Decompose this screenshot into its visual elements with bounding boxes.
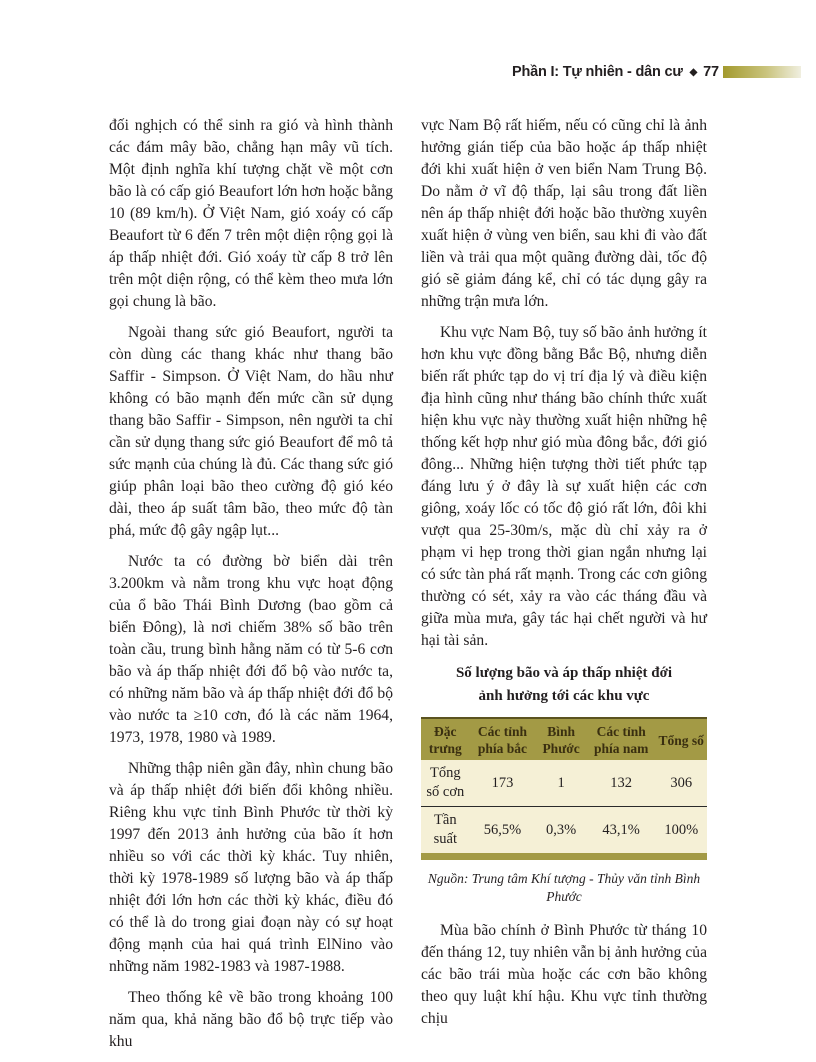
column-header: Tổng số: [655, 718, 707, 760]
page-number: 77: [703, 64, 719, 80]
table-title-line: Số lượng bão và áp thấp nhiệt đới: [455, 665, 673, 681]
paragraph: Nước ta có đường bờ biển dài trên 3.200km và nằm trong khu vực hoạt động của ổ bão Thái Bình Dương (bao gồm cả biển Đông), là nơi chiếm 38% số bão trên toàn cầu, trung bình hằng năm có từ 5-6 cơn bão và áp thấp nhiệt đới đổ bộ vào nước ta, có những năm bão và áp thấp nhiệt đới đổ bộ vào nước ta ≥10 cơn, đó là các năm 1964, 1973, 1978, 1980 và 1989.: [109, 553, 393, 746]
table-cell: 173: [470, 760, 536, 807]
column-header: Đặc trưng: [421, 718, 470, 760]
table-cell: 1: [535, 760, 586, 807]
table-title: [421, 662, 707, 708]
header-gradient-bar: [723, 66, 801, 78]
table-cell: 132: [587, 760, 656, 807]
paragraph: Khu vực Nam Bộ, tuy số bão ảnh hưởng ít hơn khu vực đồng bằng Bắc Bộ, nhưng diễn biến rất phức tạp do vị trí địa lý và điều kiện địa hình cũng như tháng bão chính thức xuất hiện khu vực này thường xuất hiện những hệ thống kết hợp như gió mùa đông bắc, đới gió đông... Những hiện tượng thời tiết phức tạp đáng lưu ý ở đây là sự xuất hiện các cơn giông, xoáy lốc có tốc độ gió rất lớn, đôi khi vượt qua 25-30m/s, mặc dù chỉ xảy ra ở phạm vi hẹp trong thời gian ngắn nhưng lại có sức tàn phá rất mạnh. Trong các cơn giông thường có sét, xảy ra vào các tháng đầu và giữa mùa mưa, gây tác hại chết người và hư hại tài sản.: [421, 324, 707, 649]
table-row: [421, 807, 707, 857]
paragraph: Theo thống kê về bão trong khoảng 100 năm qua, khả năng bão đổ bộ trực tiếp vào khu: [109, 989, 393, 1050]
table-header-row: [421, 718, 707, 760]
table-title-line: ảnh hưởng tới các khu vực: [478, 688, 650, 704]
column-header: Các tỉnh phía nam: [587, 718, 656, 760]
table-source-note: Nguồn: Trung tâm Khí tượng - Thủy văn tỉnh Bình Phước: [427, 871, 701, 904]
running-header: [512, 62, 801, 82]
table-cell: Tần suất: [421, 807, 470, 857]
table-row: [421, 760, 707, 807]
diamond-icon: ◆: [689, 66, 698, 78]
column-header: Bình Phước: [535, 718, 586, 760]
section-title: Phần I: Tự nhiên - dân cư: [512, 64, 683, 80]
table-cell: 43,1%: [587, 807, 656, 857]
paragraph: Ngoài thang sức gió Beaufort, người ta còn dùng các thang khác như thang bão Saffir - Simpson. Ở Việt Nam, do hầu như không có bão mạnh đến mức cần sử dụng thang bão Saffir - Simpson, nên người ta chỉ cần sử dụng thang sức gió Beaufort để mô tả sức mạnh của chúng là đủ. Các thang sức gió giúp phân loại bão theo cường độ gió kéo dài, theo áp suất tâm bão, theo mức độ tàn phá, mức độ gây ngập lụt...: [109, 324, 393, 539]
table-cell: 0,3%: [535, 807, 586, 857]
storm-statistics-table: [421, 717, 707, 860]
paragraph: Mùa bão chính ở Bình Phước từ tháng 10 đến tháng 12, tuy nhiên vẫn bị ảnh hưởng của các bão trái mùa hoặc các cơn bão không theo quy luật khí hậu. Khu vực tỉnh thường chịu: [421, 922, 707, 1027]
table-cell: 56,5%: [470, 807, 536, 857]
table-cell: 100%: [655, 807, 707, 857]
table-cell: Tổng số cơn: [421, 760, 470, 807]
paragraph: vực Nam Bộ rất hiếm, nếu có cũng chỉ là ảnh hưởng gián tiếp của bão hoặc áp thấp nhiệt đới khi xuất hiện ở ven biển Nam Trung Bộ. Do nằm ở vĩ độ thấp, lại sâu trong đất liền nên áp thấp nhiệt đới hoặc bão thường xuyên xuất hiện ở vùng ven biển, sau khi đi vào đất liền và trải qua một quãng đường dài, tốc độ gió sẽ giảm đáng kể, chỉ có tác dụng gây ra những trận mưa lớn.: [421, 117, 707, 310]
table-cell: 306: [655, 760, 707, 807]
left-column: [109, 115, 393, 1062]
paragraph: đối nghịch có thể sinh ra gió và hình thành các đám mây bão, chẳng hạn mây vũ tích. Một định nghĩa khí tượng chặt về một cơn bão là có cấp gió Beaufort lớn hơn hoặc bằng 10 (89 km/h). Ở Việt Nam, gió xoáy có cấp Beaufort từ 6 đến 7 trên một diện rộng gọi là áp thấp nhiệt đới. Gió xoáy từ cấp 8 trở lên trên một diện rộng, có thể kèm theo mưa lớn gọi chung là bão.: [109, 117, 393, 310]
right-column: [421, 115, 707, 1039]
paragraph: Những thập niên gần đây, nhìn chung bão và áp thấp nhiệt đới biến đổi không nhiều. Riêng khu vực tỉnh Bình Phước từ thời kỳ 1997 đến 2013 ảnh hưởng của bão ít hơn nhiều so với các thời kỳ khác. Tuy nhiên, thời kỳ 1978-1989 số lượng bão và áp thấp nhiệt đới lớn hơn các thời kỳ khác, điều đó có thể là do trong giai đoạn này có sự hoạt động mạnh của hai quá trình ElNino vào những năm 1982-1983 và 1987-1988.: [109, 760, 393, 975]
column-header: Các tỉnh phía bắc: [470, 718, 536, 760]
